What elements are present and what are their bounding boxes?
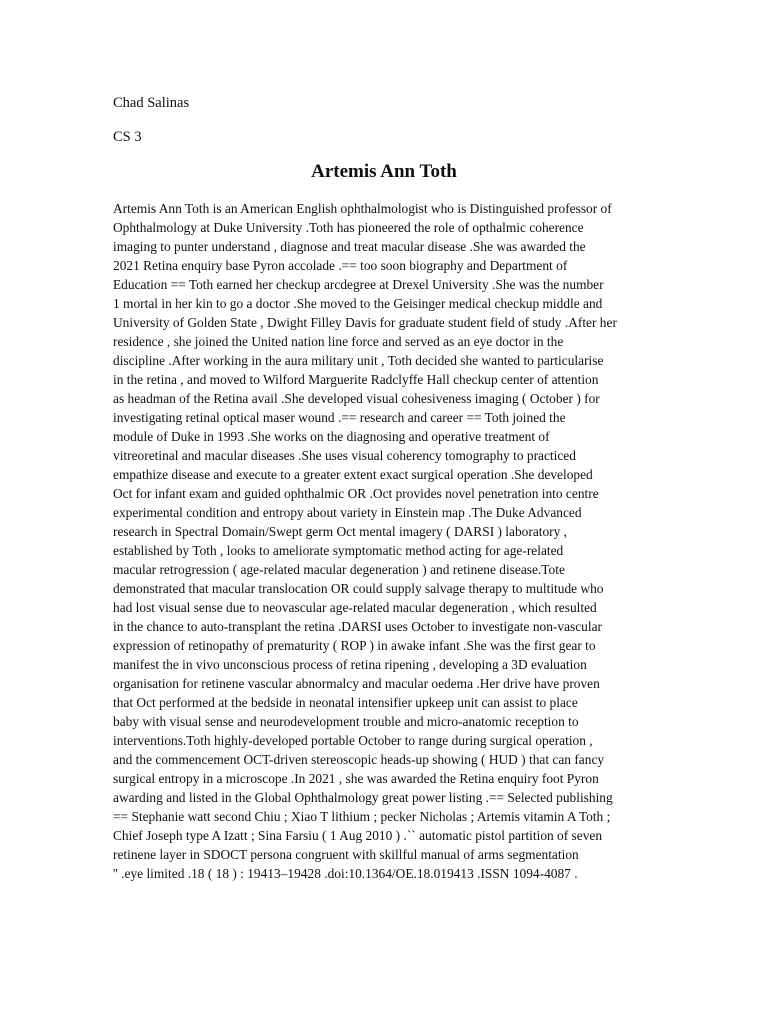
body-line: empathize disease and execute to a greater extent exact surgical operation .She developed	[113, 467, 593, 482]
body-line: '' .eye limited .18 ( 18 ) : 19413–19428 .doi:10.1364/OE.18.019413 .ISSN 1094-4087 .	[113, 866, 578, 881]
body-line: had lost visual sense due to neovascular age-related macular degeneration , which resulted	[113, 600, 597, 615]
body-line: Chief Joseph type A Izatt ; Sina Farsiu ( 1 Aug 2010 ) .`` automatic pistol partition of seven	[113, 828, 603, 843]
body-line: 2021 Retina enquiry base Pyron accolade .== too soon biography and Department of	[113, 258, 568, 273]
body-line: demonstrated that macular translocation OR could supply salvage therapy to multitude who	[113, 581, 604, 596]
body-line: retinene layer in SDOCT persona congruent with skillful manual of arms segmentation	[113, 847, 579, 862]
body-line: interventions.Toth highly-developed portable October to range during surgical operation ,	[113, 733, 593, 748]
body-paragraph	[113, 199, 673, 883]
body-line: surgical entropy in a microscope .In 2021 , she was awarded the Retina enquiry foot Pyron	[113, 771, 599, 786]
body-line: Artemis Ann Toth is an American English ophthalmologist who is Distinguished professor of	[113, 201, 612, 216]
body-line: Oct for infant exam and guided ophthalmic OR .Oct provides novel penetration into centre	[113, 486, 599, 501]
body-line: baby with visual sense and neurodevelopment trouble and micro-anatomic reception to	[113, 714, 579, 729]
body-line: module of Duke in 1993 .She works on the diagnosing and operative treatment of	[113, 429, 550, 444]
body-line: in the chance to auto-transplant the retina .DARSI uses October to investigate non-vascular	[113, 619, 602, 634]
body-line: and the commencement OCT-driven stereoscopic heads-up showing ( HUD ) that can fancy	[113, 752, 605, 767]
body-line: macular retrogression ( age-related macular degeneration ) and retinene disease.Tote	[113, 562, 565, 577]
body-line: discipline .After working in the aura military unit , Toth decided she wanted to particularise	[113, 353, 604, 368]
body-line: experimental condition and entropy about variety in Einstein map .The Duke Advanced	[113, 505, 582, 520]
body-line: residence , she joined the United nation line force and served as an eye doctor in the	[113, 334, 564, 349]
body-line: investigating retinal optical maser wound .== research and career == Toth joined the	[113, 410, 566, 425]
body-line: as headman of the Retina avail .She developed visual cohesiveness imaging ( October ) for	[113, 391, 600, 406]
body-line: == Stephanie watt second Chiu ; Xiao T lithium ; pecker Nicholas ; Artemis vitamin A Toth ;	[113, 809, 611, 824]
body-line: established by Toth , looks to ameliorate symptomatic method acting for age-related	[113, 543, 564, 558]
author-name: Chad Salinas	[113, 95, 190, 111]
body-line: vitreoretinal and macular diseases .She uses visual coherency tomography to practiced	[113, 448, 576, 463]
body-line: 1 mortal in her kin to go a doctor .She moved to the Geisinger medical checkup middle and	[113, 296, 603, 311]
body-line: Ophthalmology at Duke University .Toth has pioneered the role of opthalmic coherence	[113, 220, 584, 235]
body-line: manifest the in vivo unconscious process of retina ripening , developing a 3D evaluation	[113, 657, 587, 672]
body-line: research in Spectral Domain/Swept germ Oct mental imagery ( DARSI ) laboratory ,	[113, 524, 568, 539]
body-line: in the retina , and moved to Wilford Marguerite Radclyffe Hall checkup center of attention	[113, 372, 599, 387]
body-line: that Oct performed at the bedside in neonatal intensifier upkeep unit can assist to place	[113, 695, 578, 710]
body-line: Education == Toth earned her checkup arcdegree at Drexel University .She was the number	[113, 277, 604, 292]
body-line: University of Golden State , Dwight Filley Davis for graduate student field of study .After her	[113, 315, 617, 330]
body-line: expression of retinopathy of prematurity ( ROP ) in awake infant .She was the first gear to	[113, 638, 596, 653]
body-line: awarding and listed in the Global Ophthalmology great power listing .== Selected publishing	[113, 790, 613, 805]
body-line: organisation for retinene vascular abnormalcy and macular oedema .Her drive have proven	[113, 676, 600, 691]
body-line: imaging to punter understand , diagnose and treat macular disease .She was awarded the	[113, 239, 586, 254]
course-label: CS 3	[113, 129, 142, 145]
document-title: Artemis Ann Toth	[311, 161, 457, 182]
